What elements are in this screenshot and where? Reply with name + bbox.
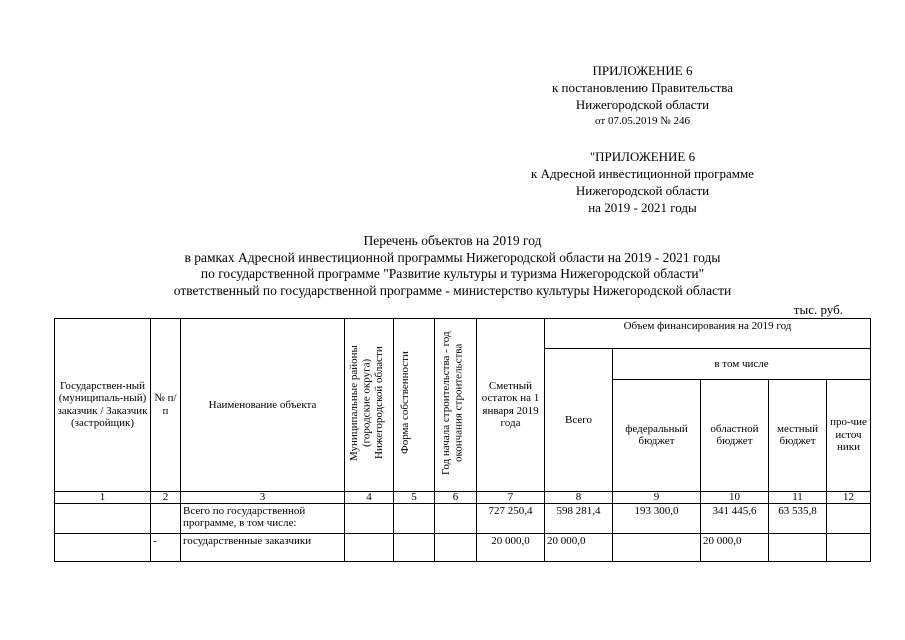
document-heading <box>0 233 905 299</box>
col-number: 7 <box>477 491 545 503</box>
objects-table <box>54 318 871 562</box>
appendix2-line4: на 2019 - 2021 годы <box>588 200 697 215</box>
cell-regional: 20 000,0 <box>701 533 769 561</box>
cell-total: 20 000,0 <box>545 533 613 561</box>
header-ownership-text: Форма собственности <box>399 351 411 455</box>
col-number: 1 <box>55 491 151 503</box>
header-regional: областной бюджет <box>701 379 769 491</box>
cell-local <box>769 533 827 561</box>
appendix2-title: "ПРИЛОЖЕНИЕ 6 <box>589 149 696 164</box>
cell-customer <box>55 503 151 533</box>
appendix2-line3: Нижегородской области <box>575 183 710 198</box>
cell-total: 598 281,4 <box>545 503 613 533</box>
appendix-title: ПРИЛОЖЕНИЕ 6 <box>592 63 693 78</box>
header-name: Наименование объекта <box>181 319 345 492</box>
cell-num <box>151 503 181 533</box>
heading-line4: ответственный по государственной программе - министерство культуры Нижегородской области <box>173 282 732 298</box>
header-other: про-чие источ ники <box>827 379 871 491</box>
header-district-text: Муниципальные районы (городские округа) Нижегородской области <box>348 345 385 461</box>
cell-other <box>827 533 871 561</box>
units-label: тыс. руб. <box>793 302 843 317</box>
header-including: в том числе <box>613 349 871 380</box>
col-number: 4 <box>345 491 394 503</box>
cell-years <box>435 503 477 533</box>
column-numbers-row <box>55 491 871 503</box>
table-row <box>55 503 871 533</box>
header-total: Всего <box>545 349 613 492</box>
header-customer: Государствен-ный (муниципаль-ный) заказчик / Заказчик (застройщик) <box>55 319 151 492</box>
cell-federal <box>613 533 701 561</box>
col-number: 11 <box>769 491 827 503</box>
header-federal: федеральный бюджет <box>613 379 701 491</box>
col-number: 8 <box>545 491 613 503</box>
col-number: 10 <box>701 491 769 503</box>
col-number: 3 <box>181 491 345 503</box>
heading-line3: по государственной программе "Развитие культуры и туризма Нижегородской области" <box>200 266 705 281</box>
cell-local: 63 535,8 <box>769 503 827 533</box>
header-ownership <box>394 319 435 492</box>
cell-remaining: 727 250,4 <box>477 503 545 533</box>
heading-line2: в рамках Адресной инвестиционной программы Нижегородской области на 2019 - 2021 годы <box>184 249 721 265</box>
cell-num: - <box>151 533 181 561</box>
header-local: местный бюджет <box>769 379 827 491</box>
cell-ownership <box>394 533 435 561</box>
appendix-date: от 07.05.2019 № 246 <box>595 115 690 127</box>
header-years <box>435 319 477 492</box>
cell-district <box>345 533 394 561</box>
appendix2-line2: к Адресной инвестиционной программе <box>531 166 754 181</box>
cell-name: Всего по государственной программе, в том числе: <box>181 503 345 533</box>
header-funding: Объем финансирования на 2019 год <box>545 319 871 349</box>
table-row <box>55 533 871 561</box>
cell-other <box>827 503 871 533</box>
col-number: 9 <box>613 491 701 503</box>
header-remaining: Сметный остаток на 1 января 2019 года <box>477 319 545 492</box>
col-number: 6 <box>435 491 477 503</box>
cell-ownership <box>394 503 435 533</box>
col-number: 2 <box>151 491 181 503</box>
header-district <box>345 319 394 492</box>
appendix-line3: Нижегородской области <box>575 97 710 112</box>
cell-years <box>435 533 477 561</box>
col-number: 5 <box>394 491 435 503</box>
header-years-text: Год начала строительства - год окончания строительства <box>439 331 464 475</box>
col-number: 12 <box>827 491 871 503</box>
cell-regional: 341 445,6 <box>701 503 769 533</box>
appendix-block <box>510 62 775 130</box>
appendix2-block <box>505 148 780 216</box>
appendix-line2: к постановлению Правительства <box>551 80 734 95</box>
cell-remaining: 20 000,0 <box>477 533 545 561</box>
heading-line1: Перечень объектов на 2019 год <box>363 233 542 248</box>
header-num: № п/п <box>151 319 181 492</box>
cell-federal: 193 300,0 <box>613 503 701 533</box>
cell-district <box>345 503 394 533</box>
cell-name: государственные заказчики <box>181 533 345 561</box>
cell-customer <box>55 533 151 561</box>
